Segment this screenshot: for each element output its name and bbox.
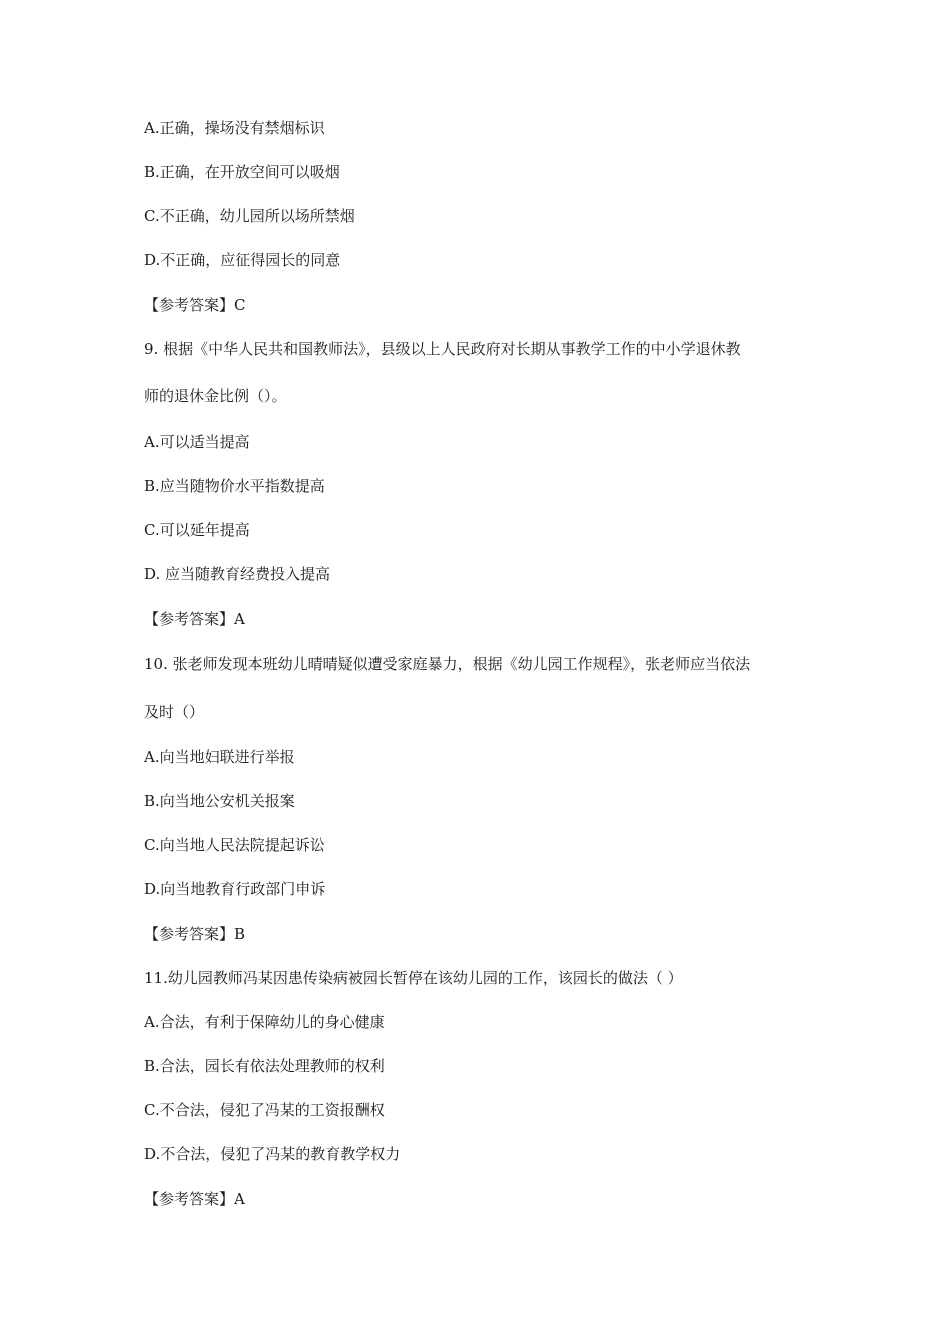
- q9-stem-line2: 师的退休金比例（）。: [144, 387, 287, 405]
- q8-option-b: B.正确，在开放空间可以吸烟: [144, 163, 340, 181]
- q9-option-a: A.可以适当提高: [144, 433, 250, 451]
- q8-option-a: A.正确，操场没有禁烟标识: [144, 119, 325, 137]
- q10-stem-line1: 10. 张老师发现本班幼儿晴晴疑似遭受家庭暴力，根据《幼儿园工作规程》，张老师应当依法: [144, 655, 751, 673]
- q9-option-d: D. 应当随教育经费投入提高: [144, 565, 331, 583]
- q9-option-c: C.可以延年提高: [144, 521, 250, 539]
- q11-option-c: C.不合法，侵犯了冯某的工资报酬权: [144, 1101, 385, 1119]
- q11-stem-line1: 11.幼儿园教师冯某因患传染病被园长暂停在该幼儿园的工作，该园长的做法（ ）: [144, 969, 683, 987]
- q10-stem-line2: 及时（）: [144, 703, 205, 721]
- q8-option-d: D.不正确，应征得园长的同意: [144, 251, 341, 269]
- q11-option-a: A.合法，有利于保障幼儿的身心健康: [144, 1013, 385, 1031]
- q11-answer: 【参考答案】A: [144, 1190, 245, 1208]
- q9-stem-line1: 9. 根据《中华人民共和国教师法》，县级以上人民政府对长期从事教学工作的中小学退休教: [144, 340, 741, 358]
- q10-answer: 【参考答案】B: [144, 925, 246, 943]
- q8-option-c: C.不正确，幼儿园所以场所禁烟: [144, 207, 355, 225]
- q8-answer: 【参考答案】C: [144, 296, 246, 314]
- q11-option-b: B.合法，园长有依法处理教师的权利: [144, 1057, 385, 1075]
- q9-option-b: B.应当随物价水平指数提高: [144, 477, 325, 495]
- q9-answer: 【参考答案】A: [144, 610, 245, 628]
- q10-option-b: B.向当地公安机关报案: [144, 792, 295, 810]
- q10-option-a: A.向当地妇联进行举报: [144, 748, 295, 766]
- q11-option-d: D.不合法，侵犯了冯某的教育教学权力: [144, 1145, 401, 1163]
- q10-option-d: D.向当地教育行政部门申诉: [144, 880, 326, 898]
- q10-option-c: C.向当地人民法院提起诉讼: [144, 836, 325, 854]
